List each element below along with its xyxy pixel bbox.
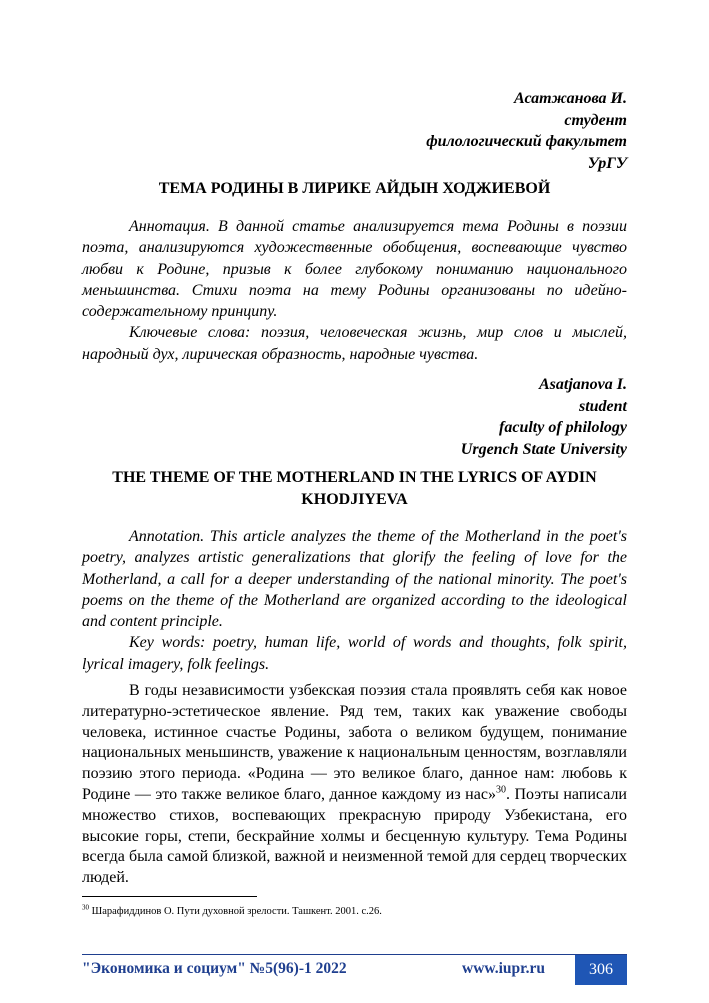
footnote xyxy=(82,905,382,918)
en-author-name: Asatjanova I. xyxy=(538,376,627,393)
body-text-part2: . Поэты написали множество стихов, воспевающих прекрасную природу Узбекистана, его высокие горы, степи, бескрайние холмы и бесценную культуру. Тема Родины всегда была самой близкой, важной и неизменной темой для сердец творческих людей. xyxy=(82,785,627,887)
en-title xyxy=(82,467,627,510)
ru-author-name: Асатжанова И. xyxy=(514,90,627,107)
article-page xyxy=(82,0,627,1003)
en-author-block xyxy=(461,374,627,460)
footnote-number: 30 xyxy=(82,903,89,912)
en-author-role: student xyxy=(578,397,627,415)
en-author-faculty: faculty of philology xyxy=(499,419,627,436)
article-body xyxy=(82,681,627,889)
page-number-badge: 306 xyxy=(575,955,627,985)
footer-website-link[interactable]: www.iupr.ru xyxy=(462,960,545,977)
footnote-text: Шарафиддинов О. Пути духовной зрелости. Ташкент. 2001. с.26. xyxy=(89,906,382,917)
ru-author-block xyxy=(426,88,627,174)
footer-divider xyxy=(82,954,627,955)
body-paragraph xyxy=(82,681,627,889)
footer-journal-name: "Экономика и социум" №5(96)-1 2022 xyxy=(82,960,347,977)
footnote-divider xyxy=(82,896,257,897)
en-author-university: Urgench State University xyxy=(460,440,627,458)
en-title-line2: KHODJIYEVA xyxy=(301,490,408,508)
ru-keywords: Ключевые слова: поэзия, человеческая жизнь, мир слов и мыслей, народный дух, лирическая образность, народные чувства. xyxy=(82,324,627,363)
ru-author-faculty: филологический факультет xyxy=(426,133,627,150)
footnote-ref: 30 xyxy=(495,784,506,796)
ru-author-role: студент xyxy=(564,111,627,129)
body-text-part1: В годы независимости узбекская поэзия стала проявлять себя как новое литературно-эстетическое явление. Ряд тем, таких как уважение свободы человека, истинное счастье Родины, забота о великом будущем, понимание национальных меньшинств, уважение к национальным ценностям, возглавляли поэзию этого периода. «Родина — это великое благо, данное нам: любовь к Родине — это также великое благо, данное каждому из нас» xyxy=(82,682,627,803)
ru-annotation: Аннотация. В данной статье анализируется тема Родины в поэзии поэта, анализируются художественные обобщения, воспевающие чувство любви к Родине, призыв к более глубокому пониманию национального меньшинства. Стихи поэта на тему Родины организованы по идейно-содержательному принципу. xyxy=(82,218,627,321)
ru-author-university: УрГУ xyxy=(587,154,627,172)
en-annotation: Annotation. This article analyzes the theme of the Motherland in the poet's poetry, analyzes artistic generalizations that glorify the feeling of love for the Motherland, a call for a deeper understanding of the national minority. The poet's poems on the theme of the Motherland are organized according to the ideological and content principle. xyxy=(82,528,627,631)
ru-abstract xyxy=(82,216,627,365)
en-abstract xyxy=(82,526,627,675)
ru-title: ТЕМА РОДИНЫ В ЛИРИКЕ АЙДЫН ХОДЖИЕВОЙ xyxy=(158,180,551,197)
en-title-line1: THE THEME OF THE MOTHERLAND IN THE LYRICS OF AYDIN xyxy=(112,469,597,486)
en-keywords: Key words: poetry, human life, world of words and thoughts, folk spirit, lyrical imagery, folk feelings. xyxy=(82,634,627,673)
